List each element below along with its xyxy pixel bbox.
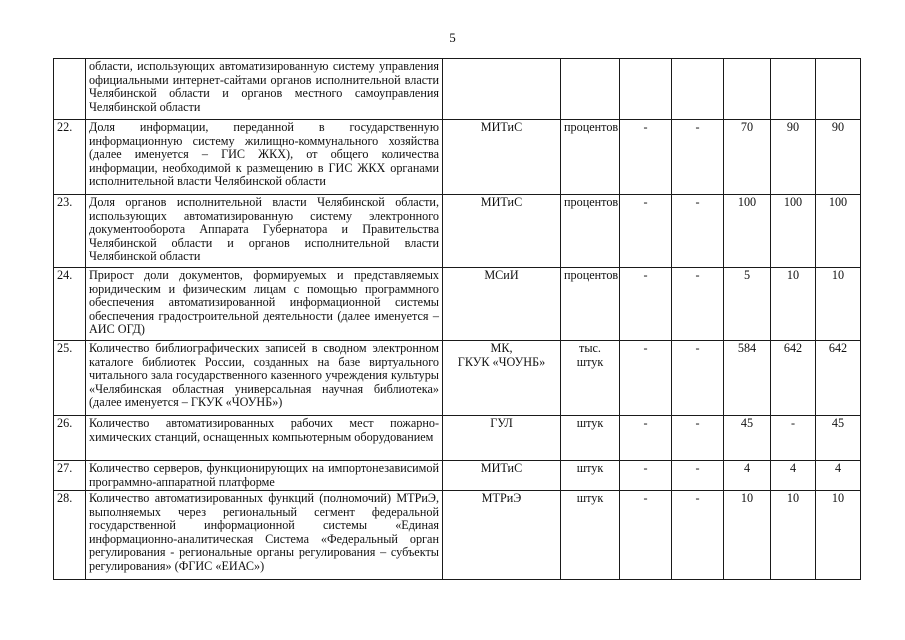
row-number: 26. <box>54 416 86 461</box>
value-cell <box>816 59 861 120</box>
value-cell: - <box>620 341 672 416</box>
value-cell: 100 <box>816 195 861 268</box>
value-cell: 100 <box>724 195 771 268</box>
row-number: 22. <box>54 120 86 195</box>
row-number: 25. <box>54 341 86 416</box>
indicator-description: Прирост доли документов, формируемых и представляемых юридическим и физическим лицам с помощью программного обеспечения автоматизированной информационной системы обеспечения градостроительной деятельности (далее именуется – АИС ОГД) <box>86 268 443 341</box>
responsible-line: МК, <box>490 341 513 355</box>
value-cell: 642 <box>771 341 816 416</box>
value-cell: - <box>672 491 724 580</box>
value-cell: 642 <box>816 341 861 416</box>
value-cell: 4 <box>816 461 861 491</box>
table-row <box>54 416 861 461</box>
responsible-cell <box>443 461 561 491</box>
row-number: 27. <box>54 461 86 491</box>
unit-line: штук <box>576 461 604 475</box>
value-cell <box>724 59 771 120</box>
indicator-description: Доля информации, переданной в государственную информационную систему жилищно-коммунального хозяйства (далее именуется – ГИС ЖКХ), от общего количества информации, необходимой к размещению в ГИС ЖКХ органами исполнительной власти Челябинской области <box>86 120 443 195</box>
responsible-line: МИТиС <box>480 195 523 209</box>
value-cell: 10 <box>816 491 861 580</box>
responsible-cell <box>443 268 561 341</box>
value-cell <box>771 59 816 120</box>
row-number: 28. <box>54 491 86 580</box>
unit-cell <box>561 195 620 268</box>
unit-cell <box>561 461 620 491</box>
value-cell: - <box>672 461 724 491</box>
value-cell: - <box>620 195 672 268</box>
responsible-line: ГУЛ <box>490 416 513 430</box>
responsible-line: МТРиЭ <box>481 491 522 505</box>
unit-line: процентов <box>564 195 619 209</box>
responsible-line: МСиИ <box>484 268 519 282</box>
value-cell: 4 <box>724 461 771 491</box>
table-row <box>54 461 861 491</box>
unit-line: процентов <box>564 268 619 282</box>
value-cell: 45 <box>816 416 861 461</box>
value-cell: 90 <box>816 120 861 195</box>
table-row <box>54 59 861 120</box>
responsible-line: МИТиС <box>480 120 523 134</box>
value-cell: 10 <box>771 491 816 580</box>
value-cell: 5 <box>724 268 771 341</box>
value-cell <box>620 59 672 120</box>
value-cell: 45 <box>724 416 771 461</box>
unit-line: штук <box>576 354 604 369</box>
value-cell: 90 <box>771 120 816 195</box>
unit-line: штук <box>576 491 604 505</box>
value-cell: 70 <box>724 120 771 195</box>
indicator-description: Доля органов исполнительной власти Челябинской области, использующих автоматизированную систему электронного документооборота Аппарата Губернатора и Правительства Челябинской области и органов исполнительной власти Челябинской области <box>86 195 443 268</box>
value-cell: - <box>672 195 724 268</box>
responsible-cell <box>443 195 561 268</box>
table-row <box>54 341 861 416</box>
unit-line: штук <box>576 416 604 430</box>
value-cell: - <box>771 416 816 461</box>
responsible-line: ГКУК «ЧОУНБ» <box>457 354 546 369</box>
responsible-line: МИТиС <box>480 461 523 475</box>
unit-cell <box>561 268 620 341</box>
row-number: 24. <box>54 268 86 341</box>
value-cell: - <box>620 491 672 580</box>
value-cell: - <box>672 268 724 341</box>
unit-line: тыс. <box>579 341 601 355</box>
value-cell: 100 <box>771 195 816 268</box>
value-cell: 10 <box>724 491 771 580</box>
unit-line: процентов <box>564 120 619 134</box>
value-cell: - <box>620 120 672 195</box>
value-cell: - <box>620 416 672 461</box>
row-number: 23. <box>54 195 86 268</box>
table-row <box>54 195 861 268</box>
unit-cell <box>561 416 620 461</box>
indicator-description: Количество библиографических записей в сводном электронном каталоге библиотек России, созданных на базе виртуального читального зала государственного казенного учреждения культуры «Челябинская областная универсальная научная библиотека» (далее именуется – ГКУК «ЧОУНБ») <box>86 341 443 416</box>
value-cell: 10 <box>816 268 861 341</box>
value-cell: 584 <box>724 341 771 416</box>
table-row <box>54 491 861 580</box>
unit-cell <box>561 341 620 416</box>
responsible-cell <box>443 341 561 416</box>
value-cell: 10 <box>771 268 816 341</box>
indicator-description: Количество автоматизированных функций (полномочий) МТРиЭ, выполняемых через региональный сегмент федеральной государственной информационной системы «Единая информационно-аналитическая Система «Федеральный орган регулирования - региональные органы регулирования – субъекты регулирования» (ФГИС «ЕИАС») <box>86 491 443 580</box>
page-number: 5 <box>449 30 456 45</box>
responsible-cell <box>443 416 561 461</box>
value-cell: - <box>672 120 724 195</box>
row-number <box>54 59 86 120</box>
responsible-cell <box>443 491 561 580</box>
value-cell: - <box>620 268 672 341</box>
table-row <box>54 120 861 195</box>
table-row <box>54 268 861 341</box>
value-cell: - <box>672 416 724 461</box>
unit-cell <box>561 120 620 195</box>
unit-cell <box>561 59 620 120</box>
responsible-cell <box>443 59 561 120</box>
indicator-description: области, использующих автоматизированную систему управления официальными интернет-сайтами органов исполнительной власти Челябинской области и органов местного самоуправления Челябинской области <box>86 59 443 120</box>
indicator-description: Количество автоматизированных рабочих мест пожарно-химических станций, оснащенных компьютерным оборудованием <box>86 416 443 461</box>
value-cell: - <box>620 461 672 491</box>
responsible-cell <box>443 120 561 195</box>
indicators-table <box>53 58 861 580</box>
value-cell: 4 <box>771 461 816 491</box>
value-cell: - <box>672 341 724 416</box>
indicator-description: Количество серверов, функционирующих на импортонезависимой программно-аппаратной платформе <box>86 461 443 491</box>
value-cell <box>672 59 724 120</box>
unit-cell <box>561 491 620 580</box>
